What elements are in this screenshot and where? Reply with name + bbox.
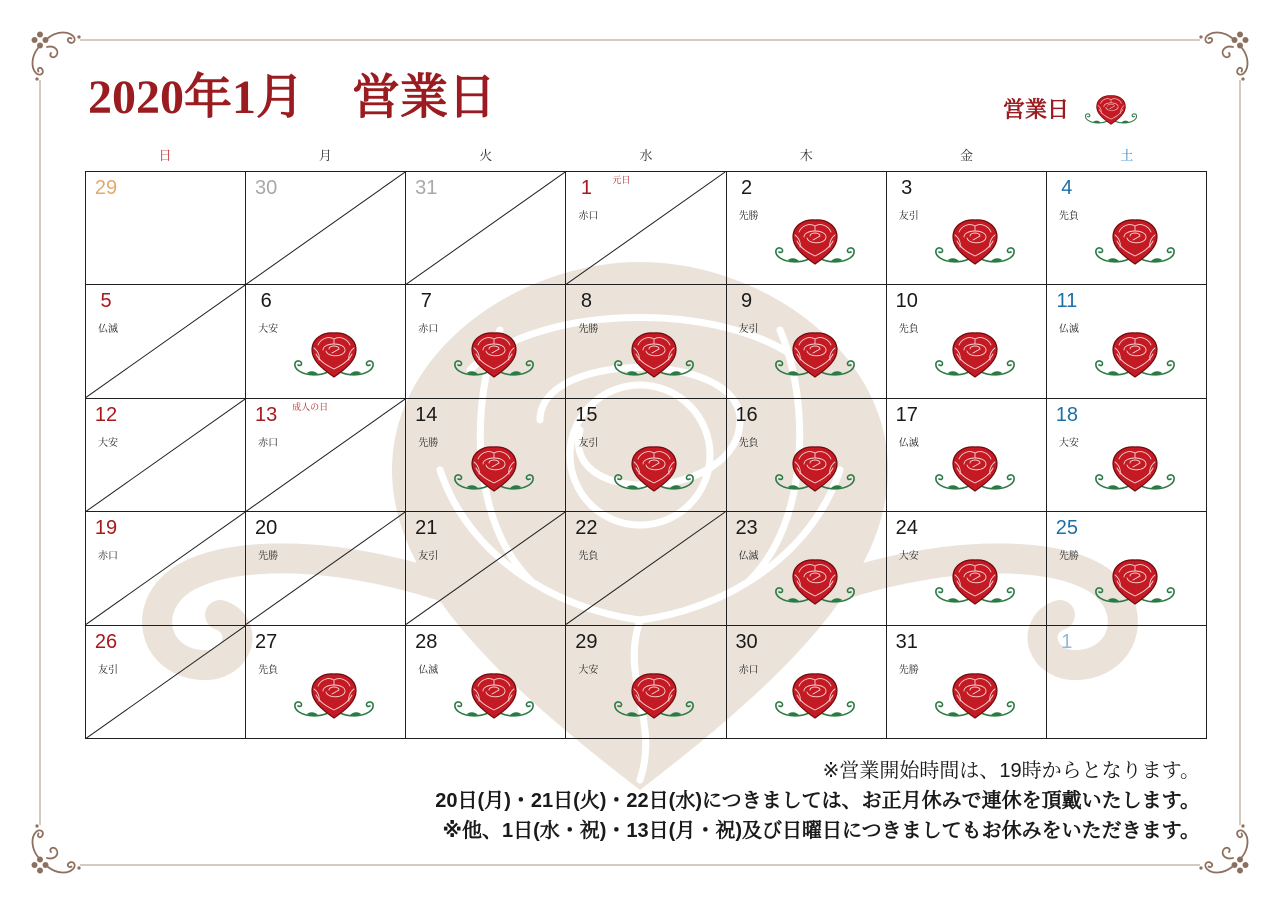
rose-icon	[929, 556, 1021, 608]
rokuyo-label: 先負	[258, 664, 279, 676]
rose-icon	[1081, 93, 1141, 127]
day-cell	[1047, 399, 1207, 512]
weekday-fri: 金	[960, 148, 974, 163]
rokuyo-label: 友引	[898, 211, 919, 222]
rose-icon	[288, 670, 380, 722]
day-cell	[406, 399, 566, 512]
rose-icon	[448, 443, 540, 495]
rose-icon	[1089, 443, 1181, 495]
note-business-hours: ※営業開始時間は、19時からとなります。	[822, 760, 1200, 782]
rokuyo-label: 大安	[98, 437, 118, 449]
day-cell	[246, 285, 406, 398]
day-number: 12	[94, 403, 118, 426]
day-cell	[887, 512, 1047, 625]
rokuyo-label: 赤口	[578, 211, 599, 222]
rokuyo-label: 赤口	[738, 664, 759, 676]
rokuyo-label: 先勝	[258, 551, 279, 563]
day-cell	[406, 285, 566, 398]
weekday-header-row	[85, 146, 1207, 166]
day-cell	[887, 626, 1047, 739]
day-cell	[727, 285, 887, 398]
day-number: 27	[255, 630, 278, 653]
day-cell	[566, 512, 726, 625]
day-number: 19	[94, 517, 118, 540]
day-cell	[727, 626, 887, 739]
weekday-sun: 日	[158, 148, 172, 163]
rokuyo-label: 大安	[898, 551, 919, 563]
day-number: 11	[1056, 290, 1078, 313]
rose-icon	[929, 670, 1021, 722]
rokuyo-label: 先負	[898, 324, 919, 336]
rose-icon	[929, 329, 1021, 381]
rokuyo-label: 赤口	[98, 551, 118, 563]
rose-icon	[769, 216, 861, 268]
holiday-label: 元日	[612, 175, 631, 185]
rose-icon	[1089, 216, 1181, 268]
day-number: 2	[741, 177, 753, 199]
day-number: 10	[895, 290, 918, 313]
day-number: 9	[741, 290, 753, 313]
day-cell	[86, 285, 246, 398]
legend-label: 営業日	[1003, 97, 1070, 122]
rose-icon	[769, 443, 861, 495]
day-number: 20	[255, 517, 278, 540]
day-cell	[86, 626, 246, 739]
note-new-year-holidays: 20日(月)・21日(火)・22日(水)につきましては、お正月休みで連休を頂戴いたします。	[435, 790, 1200, 812]
day-cell	[86, 399, 246, 512]
rose-icon	[608, 670, 700, 722]
day-cell	[406, 626, 566, 739]
day-number: 30	[735, 630, 758, 653]
rose-icon	[288, 329, 380, 381]
day-number: 30	[255, 177, 278, 199]
rose-icon	[769, 556, 861, 608]
rokuyo-label: 友引	[578, 437, 599, 449]
day-number: 24	[895, 517, 918, 540]
day-number: 14	[415, 403, 438, 426]
rokuyo-label: 赤口	[418, 324, 439, 336]
rokuyo-label: 大安	[578, 664, 599, 676]
day-number: 31	[895, 630, 918, 653]
rose-icon	[608, 329, 700, 381]
rokuyo-label: 先勝	[578, 324, 599, 336]
corner-ornament-bottom-left	[26, 823, 82, 879]
weekday-tue: 火	[479, 148, 493, 163]
day-cell	[246, 626, 406, 739]
day-number: 17	[895, 403, 918, 426]
day-cell	[86, 172, 246, 285]
day-number: 22	[575, 517, 598, 540]
day-cell	[727, 172, 887, 285]
day-cell	[1047, 285, 1207, 398]
notes	[435, 756, 1200, 846]
rokuyo-label: 友引	[738, 324, 759, 336]
rokuyo-label: 先負	[738, 437, 759, 449]
weekday-mon: 月	[318, 148, 332, 163]
weekday-wed: 水	[639, 148, 653, 163]
rose-icon	[929, 216, 1021, 268]
day-cell	[246, 512, 406, 625]
rokuyo-label: 大安	[258, 324, 279, 336]
rose-icon	[769, 670, 861, 722]
day-cell	[566, 626, 726, 739]
day-number: 31	[415, 177, 438, 199]
day-number: 13	[255, 403, 278, 426]
rokuyo-label: 仏滅	[98, 324, 118, 336]
rokuyo-label: 先勝	[1058, 551, 1079, 563]
rose-icon	[769, 329, 861, 381]
rokuyo-label: 赤口	[258, 437, 279, 449]
day-number: 16	[735, 403, 758, 426]
note-other-closures: ※他、1日(水・祝)・13日(月・祝)及び日曜日につきましてもお休みをいただきます。	[442, 820, 1200, 842]
corner-ornament-top-left	[26, 26, 82, 82]
weekday-thu: 木	[799, 148, 813, 163]
day-cell	[246, 172, 406, 285]
rokuyo-label: 先負	[1058, 211, 1079, 222]
day-cell	[246, 399, 406, 512]
day-number: 4	[1061, 177, 1073, 199]
day-cell	[566, 285, 726, 398]
calendar-grid	[85, 171, 1207, 739]
rose-icon	[448, 670, 540, 722]
rose-icon	[1089, 329, 1181, 381]
rose-icon	[1089, 556, 1181, 608]
rokuyo-label: 友引	[98, 664, 118, 676]
day-number: 7	[420, 290, 432, 313]
day-cell	[566, 399, 726, 512]
day-cell	[887, 172, 1047, 285]
day-number: 5	[100, 290, 112, 313]
day-cell	[86, 512, 246, 625]
day-cell	[887, 285, 1047, 398]
day-number: 8	[580, 290, 592, 313]
page-title: 2020年1月 営業日	[88, 71, 497, 124]
day-cell	[406, 512, 566, 625]
day-cell	[887, 399, 1047, 512]
day-cell	[566, 172, 726, 285]
day-number: 21	[415, 517, 438, 540]
rokuyo-label: 先勝	[418, 437, 439, 449]
day-cell	[1047, 626, 1207, 739]
day-cell	[727, 399, 887, 512]
day-number: 28	[415, 630, 438, 653]
corner-ornament-bottom-right	[1198, 823, 1254, 879]
rokuyo-label: 仏滅	[1058, 324, 1079, 336]
rokuyo-label: 大安	[1058, 437, 1079, 449]
rose-icon	[608, 443, 700, 495]
day-number: 6	[260, 290, 272, 313]
weekday-sat: 土	[1120, 148, 1134, 163]
day-number: 18	[1055, 403, 1078, 426]
rokuyo-label: 仏滅	[418, 664, 439, 676]
day-cell	[1047, 172, 1207, 285]
legend	[1003, 92, 1141, 128]
rokuyo-label: 先負	[578, 551, 599, 563]
holiday-label: 成人の日	[292, 401, 329, 412]
rokuyo-label: 仏滅	[738, 551, 759, 563]
rose-icon	[929, 443, 1021, 495]
day-number: 29	[575, 630, 598, 653]
rose-icon	[448, 329, 540, 381]
day-number: 1	[1061, 630, 1073, 653]
day-number: 25	[1055, 517, 1078, 540]
day-number: 26	[94, 630, 118, 653]
corner-ornament-top-right	[1198, 26, 1254, 82]
day-cell	[406, 172, 566, 285]
rokuyo-label: 先勝	[738, 211, 759, 222]
rokuyo-label: 友引	[418, 551, 439, 563]
rokuyo-label: 仏滅	[898, 437, 919, 449]
day-cell	[727, 512, 887, 625]
day-number: 23	[735, 517, 758, 540]
day-number: 3	[901, 177, 913, 199]
day-number: 1	[580, 177, 592, 199]
day-number: 29	[94, 177, 118, 199]
rokuyo-label: 先勝	[898, 664, 919, 676]
day-cell	[1047, 512, 1207, 625]
day-number: 15	[575, 403, 598, 426]
